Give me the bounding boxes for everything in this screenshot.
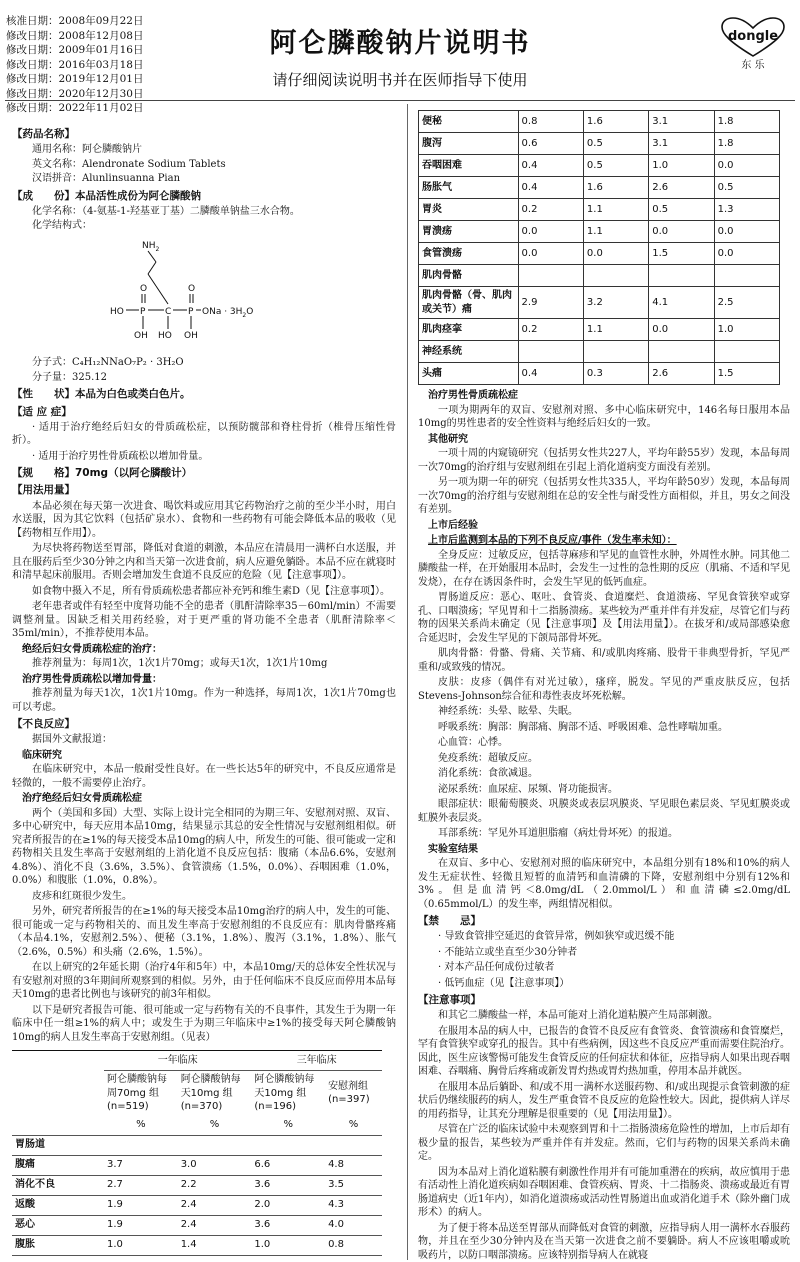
table-row <box>419 177 780 199</box>
structure-heading: 化学结构式： <box>32 220 92 232</box>
cell: 0.0 <box>649 319 714 341</box>
group-header: 一年临床 <box>104 1051 251 1071</box>
column-header: 阿仑膦酸钠每周70mg 组(n=519) <box>107 1074 167 1113</box>
table-row <box>419 133 780 155</box>
right-phosphorus: P <box>188 306 194 317</box>
cell: 0.6 <box>518 133 583 155</box>
row-label: 肌肉痉挛 <box>419 319 519 341</box>
cell <box>714 265 779 287</box>
table-row <box>12 1195 382 1215</box>
postmenopausal-dosing: 推荐剂量为：每周1次，1次1片70mg；或每天1次，1次1片10mg <box>32 658 328 670</box>
cell: 1.3 <box>714 199 779 221</box>
table-intro: 以下是研究者报告可能、很可能或一定与药物有关的不良事件，其发生于为期一年临床中任一组≥1%的病人中；或发生于为期三年临床中≥1%的接受每天阿仑膦酸钠10mg的病人且发生率高于安慰剂组。（见表） <box>12 1004 396 1043</box>
cell: 4.8 <box>325 1155 382 1175</box>
other-study-text: 另一项为期一年的研究（包括男女性共335人，平均年龄50岁）发现，本品每周一次70mg的治疗组与安慰剂组在总的安全性与耐受性方面相似，并且，男女之间没有差别。 <box>418 477 790 515</box>
unit-cell: % <box>325 1116 382 1136</box>
table-row <box>419 155 780 177</box>
generic-name: 通用名称：阿仑膦酸钠片 <box>32 144 142 156</box>
cell: 0.5 <box>583 155 648 177</box>
precaution-paragraph: 尽管在广泛的临床试验中未观察到胃和十二指肠溃疡危险性的增加，上市后却有极少量的报告，某些较为严重并伴有并发症。然而，它们与药物的因果关系尚未确定。 <box>418 1124 790 1163</box>
usage-heading: 【用法用量】 <box>12 484 75 497</box>
cell: 0.2 <box>518 199 583 221</box>
usage-paragraph: 为尽快将药物送至胃部，降低对食道的刺激，本品应在清晨用一满杯白水送服，并且在服药后至少30分钟之内和当天第一次进食前，病人应避免躺卧。本品不应在就寝时和清早起床前服用。否则会增加发生食道不良反应的危险（见【注意事项】）。 <box>12 543 396 582</box>
row-label: 吞咽困难 <box>419 155 519 177</box>
cell: 3.2 <box>583 287 648 319</box>
table-row <box>12 1215 382 1235</box>
table-row <box>419 111 780 133</box>
composition-heading: 【成 份】本品活性成份为阿仑膦酸钠 <box>12 189 201 202</box>
hydroxyl-group: HO <box>110 306 124 317</box>
table-row <box>12 1235 382 1255</box>
cell: 4.0 <box>325 1215 382 1235</box>
cell <box>714 341 779 363</box>
left-phosphorus: P <box>140 306 146 317</box>
cell: 1.0 <box>251 1235 325 1255</box>
cell: 1.9 <box>104 1215 178 1235</box>
cell: 2.4 <box>178 1215 252 1235</box>
precaution-paragraph: 在服用本品后躺卧、和/或不用一满杯水送服药物、和/或出现提示食管刺激的症状后仍继续服药的病人，发生严重食管不良反应的危险性较大。因此，提供病人详尽的用药指导，让其充分理解是很重要的（见【用法用量】）。 <box>418 1081 790 1120</box>
right-column <box>418 110 790 1261</box>
cell: 0.4 <box>518 363 583 385</box>
cell <box>649 265 714 287</box>
male-dosing: 推荐剂量为每天1次，1次1片10mg。作为一种选择，每周1次，1次1片70mg也可以考虑。 <box>12 688 396 713</box>
post-marketing-item: 呼吸系统：胸部：胸部痛、胸部不适、呼吸困难、急性哮喘加重。 <box>438 721 728 733</box>
chemical-structure <box>104 238 274 348</box>
post-marketing-item: 泌尿系统：血尿症、尿频、肾功能损害。 <box>438 783 618 795</box>
extension-text: 在以上研究的2年延长期（治疗4年和5年）中，本品10mg/天的总体安全性状况与有安慰剂对照的3年期间所观察到的相似。另外，由于任何临床不良反应而停用本品每天10mg的患者比例也与该研究的前3年相似。 <box>12 962 396 1001</box>
molecular-weight: 分子量：325.12 <box>32 371 107 383</box>
date-line: 核准日期：2008年09月22日 <box>6 15 144 27</box>
drug-name-heading: 【药品名称】 <box>12 128 75 140</box>
post-marketing-item: 肌肉骨骼：骨骼、骨痛、关节痛、和/或肌肉疼痛、股骨干非典型骨折，罕见严重和/或致残的情况。 <box>418 648 790 673</box>
cell: 1.8 <box>714 133 779 155</box>
cell: 0.0 <box>583 243 648 265</box>
indication-item: · 适用于治疗绝经后妇女的骨质疏松症，以预防髋部和脊柱骨折（椎骨压缩性骨折）。 <box>12 421 396 447</box>
post-marketing-item: 心血管：心悸。 <box>438 737 508 748</box>
postmenopausal-dosing-heading: 绝经后妇女骨质疏松症的治疗： <box>22 643 162 655</box>
row-label: 头痛 <box>419 363 519 385</box>
pinyin-name: 汉语拼音：Alunlinsuanna Pian <box>32 173 181 185</box>
lab-results-heading: 实验室结果 <box>428 843 478 855</box>
column-header: 阿仑膦酸钠每天10mg 组(n=370) <box>180 1074 241 1113</box>
document-subtitle: 请仔细阅读说明书并在医师指导下使用 <box>272 71 528 89</box>
cell: 1.1 <box>583 221 648 243</box>
other-studies-heading: 其他研究 <box>428 433 468 445</box>
post-marketing-subheading: 上市后监测到本品的下列不良反应/事件（发生率未知）： <box>428 535 677 546</box>
row-label: 胃溃疡 <box>419 221 519 243</box>
amine-group: $NH_2$ <box>142 240 160 253</box>
post-marketing-item: 免疫系统：超敏反应。 <box>438 752 538 764</box>
contraindication-item: · 对本产品任何成份过敏者 <box>438 962 555 974</box>
usage-paragraph: 如食物中摄入不足，所有骨质疏松患者都应补充钙和维生素D（见【注意事项】）。 <box>32 585 391 597</box>
cell: 3.7 <box>104 1155 178 1175</box>
column-divider <box>407 104 408 1260</box>
post-marketing-item: 皮肤：皮疹（偶伴有对光过敏），瘙痒，脱发。罕见的严重皮肤反应，包括Stevens-Johnson综合征和毒性表皮坏死松解。 <box>418 677 790 702</box>
cell: 0.8 <box>518 111 583 133</box>
table-section: 胃肠道 <box>12 1135 382 1155</box>
date-line: 修改日期：2016年03月18日 <box>6 58 144 71</box>
other-ae-text: 另外，研究者所报告的在≥1%的每天接受本品10mg治疗的病人中，发生的可能、很可能或一定与药物相关的、而且发生率高于安慰剂组的不良反应有：肌肉骨骼疼痛（本品4.1%，安慰剂2.5%）、便秘（3.1%，1.8%）、腹泻（3.1%，1.8%）、胀气（2.6%，0.5%）和头痛（2.6%，1.5%）。 <box>12 906 396 958</box>
table-row <box>419 287 780 319</box>
cell: 0.3 <box>583 363 648 385</box>
precautions-heading: 【注意事项】 <box>418 994 481 1007</box>
post-marketing-item: 神经系统：头晕、眩晕、失眠。 <box>438 706 578 717</box>
cell: 2.4 <box>178 1195 252 1215</box>
document-title: 阿仑膦酸钠片说明书 <box>269 28 531 59</box>
adverse-events-table-continued <box>418 110 780 385</box>
english-name: 英文名称：Alendronate Sodium Tablets <box>32 158 226 170</box>
usage-paragraph: 老年患者或伴有轻至中度肾功能不全的患者（肌酐清除率35－60ml/min）不需要调整剂量。因缺乏相关用药经验，对于更严重的肾功能不全患者（肌酐清除率＜35ml/min），不推荐使用本品。 <box>12 601 396 640</box>
cell: 0.4 <box>518 177 583 199</box>
row-label: 肌肉骨骼 <box>419 265 519 287</box>
specification: 【规 格】70mg（以阿仑膦酸计） <box>12 467 193 480</box>
precaution-paragraph: 在服用本品的病人中，已报告的食管不良反应有食管炎、食管溃疡和食管糜烂，罕有食管狭窄或穿孔的报告。其中有些病例，因这些不良反应严重而需要住院治疗。因此，医生应该警惕可能发生食管反应的任何症状和体征，应指导病人如果出现吞咽困难、吞咽痛、胸骨后疼痛或新发胃灼热或胃灼热加重，停用本品并就医。 <box>418 1025 790 1078</box>
cell: 0.0 <box>714 155 779 177</box>
cell: 0.5 <box>583 133 648 155</box>
cell: 1.8 <box>714 111 779 133</box>
date-line: 修改日期：2008年12月08日 <box>6 29 144 42</box>
clinical-studies-text: 在临床研究中，本品一般耐受性良好。在一些长达5年的研究中，不良反应通常是轻微的，一般不需要停止治疗。 <box>12 764 396 789</box>
row-label: 肌肉骨骼（骨、肌肉或关节）痛 <box>419 287 519 319</box>
cell: 0.0 <box>518 243 583 265</box>
appearance: 【性 状】本品为白色或类白色片。 <box>12 388 191 401</box>
row-label: 腹胀 <box>12 1235 104 1255</box>
adverse-events-table <box>12 1050 382 1256</box>
cell <box>583 265 648 287</box>
row-label: 腹痛 <box>12 1155 104 1175</box>
cell: 1.1 <box>583 199 648 221</box>
post-marketing-item: 胃肠道反应：恶心、呕吐、食管炎、食道糜烂、食道溃疡、罕见食管狭窄或穿孔、口咽溃疡；罕见胃和十二指肠溃疡。某些较为严重并伴有并发症，尽管它们与药物的因果关系尚未确定（见【注意事项】及【用法用量】）。在拔牙和/或局部感染愈合延迟时，会发生罕见的下颌局部骨坏死。 <box>418 592 790 644</box>
cell <box>649 341 714 363</box>
cell: 0.0 <box>649 221 714 243</box>
cell: 0.5 <box>649 199 714 221</box>
table-row <box>12 1175 382 1195</box>
logo-wordmark: dongle <box>727 29 779 44</box>
cell: 1.0 <box>649 155 714 177</box>
lab-results-text: 在双盲、多中心、安慰剂对照的临床研究中，本品组分别有18%和10%的病人发生无症状性、轻微且短暂的血清钙和血清磷的下降，安慰剂组中分别有12%和3%。但是血清钙＜8.0mg/dL（2.0mmol/L）和血清磷≤2.0mg/dL（0.65mmol/L）的发生率，两组情况相似。 <box>418 858 790 910</box>
cell <box>518 265 583 287</box>
column-header: 安慰剂组(n=397) <box>328 1080 370 1106</box>
table-row <box>419 221 780 243</box>
group-header: 三年临床 <box>251 1051 382 1071</box>
adverse-reactions-heading: 【不良反应】 <box>12 718 75 731</box>
precaution-paragraph: 为了便于将本品送至胃部从而降低对食管的刺激，应指导病人用一满杯水吞服药物，并且在至少30分钟内及在当天第一次进食之前不要躺卧。病人不应该咀嚼或吮吸药片，以防口咽部溃疡。应该特别指导病人在就寝 <box>418 1222 790 1261</box>
cell: 2.6 <box>649 363 714 385</box>
cell <box>583 341 648 363</box>
cell: 0.8 <box>325 1235 382 1255</box>
literature-note: 据国外文献报道： <box>32 734 112 746</box>
post-marketing-item: 耳部系统：罕见外耳道胆脂瘤（病灶骨坏死）的报道。 <box>438 828 678 839</box>
table-row <box>419 243 780 265</box>
table-row <box>419 199 780 221</box>
post-marketing-heading: 上市后经验 <box>428 519 478 531</box>
sodium-salt-group: ONa · $3H_2O$ <box>202 306 254 319</box>
oxo-group: O <box>140 283 148 294</box>
column-header: 阿仑膦酸钠每天10mg 组(n=196) <box>254 1074 315 1113</box>
cell: 2.5 <box>714 287 779 319</box>
postmenopausal-ae-text: 两个（美国和多国）大型、实际上设计完全相同的为期三年、安慰剂对照、双盲、多中心研究中，每天应用本品10mg，结果显示其总的安全性情况与安慰剂组相似。研究者所报告的在≥1%的每天接受本品10mg的病人中，所发生的可能、很可能或一定和药物相关且发生率高于安慰剂组的上消化道不良反应包括：腹痛（本品6.6%，安慰剂4.8%）、消化不良（3.6%，3.5%）、食管溃疡（1.5%，0.0%）、吞咽困难（1.0%，0.0%）和腹胀（1.0%，0.8%）。 <box>12 807 396 887</box>
cell: 2.2 <box>178 1175 252 1195</box>
contraindication-item: · 导致食管排空延迟的食管异常，例如狭窄或迟缓不能 <box>438 931 675 943</box>
date-line: 修改日期：2019年12月01日 <box>6 73 144 85</box>
cell: 1.4 <box>178 1235 252 1255</box>
row-label: 便秘 <box>419 111 519 133</box>
rash-note: 皮疹和红斑很少发生。 <box>32 890 132 902</box>
hydroxyl-group: OH <box>134 330 148 341</box>
precaution-paragraph: 和其它二膦酸盐一样，本品可能对上消化道粘膜产生局部刺激。 <box>438 1010 718 1022</box>
logo-heart-icon <box>720 18 786 58</box>
indication-item: · 适用于治疗男性骨质疏松以增加骨量。 <box>32 450 209 462</box>
usage-paragraph: 本品必须在每天第一次进食、喝饮料或应用其它药物治疗之前的至少半小时，用白水送服，因为其它饮料（包括矿泉水）、食物和一些药物有可能会降低本品的吸收（见【药物相互作用】）。 <box>12 500 396 539</box>
cell: 0.5 <box>714 177 779 199</box>
hydroxyl-group: HO <box>158 330 172 341</box>
cell: 1.5 <box>714 363 779 385</box>
row-label: 腹泻 <box>419 133 519 155</box>
cell: 1.0 <box>714 319 779 341</box>
male-ae-heading: 治疗男性骨质疏松症 <box>428 390 518 401</box>
row-label: 食管溃疡 <box>419 243 519 265</box>
central-carbon: C <box>165 306 172 317</box>
cell: 1.0 <box>104 1235 178 1255</box>
unit-cell: % <box>104 1116 178 1136</box>
post-marketing-item: 眼部症状：眼葡萄膜炎、巩膜炎或表层巩膜炎、罕见眼色素层炎、罕见虹膜炎或虹膜外表层炎。 <box>418 799 790 824</box>
cell: 0.0 <box>714 243 779 265</box>
cell: 2.7 <box>104 1175 178 1195</box>
cell: 3.0 <box>178 1155 252 1175</box>
table-row <box>419 319 780 341</box>
cell: 4.3 <box>325 1195 382 1215</box>
cell: 1.6 <box>583 111 648 133</box>
cell: 6.6 <box>251 1155 325 1175</box>
hydroxyl-group: OH <box>184 330 198 341</box>
other-study-text: 一项十周的内窥镜研究（包括男女性共227人，平均年龄55岁）发现，本品每周一次70mg的治疗组与安慰剂组在引起上消化道病变方面没有差别。 <box>418 448 790 473</box>
chemical-name: 化学名称：（4-氨基-1-羟基亚丁基）二膦酸单钠盐三水合物。 <box>32 205 300 217</box>
cell: 1.5 <box>649 243 714 265</box>
cell: 2.9 <box>518 287 583 319</box>
header-rule <box>5 100 795 101</box>
unit-cell: % <box>251 1116 325 1136</box>
precaution-paragraph: 因为本品对上消化道粘膜有刺激性作用并有可能加重潜在的疾病，故应慎用于患有活动性上消化道疾病如吞咽困难、食管疾病、胃炎、十二指肠炎、溃疡或最近有胃肠道病史（近1年内），如消化道溃疡或活动性胃肠道出血或消化道手术（除外幽门成形术）的病人。 <box>418 1166 790 1219</box>
table-row <box>419 363 780 385</box>
postmenopausal-ae-heading: 治疗绝经后妇女骨质疏松症 <box>22 793 142 805</box>
cell: 0.0 <box>714 221 779 243</box>
cell: 3.6 <box>251 1175 325 1195</box>
cell: 1.1 <box>583 319 648 341</box>
cell: 1.9 <box>104 1195 178 1215</box>
indications-heading: 【适 应 症】 <box>12 405 72 418</box>
logo-chinese: 东 乐 <box>741 60 765 71</box>
table-row <box>12 1155 382 1175</box>
table-row <box>419 265 780 287</box>
row-label: 胃炎 <box>419 199 519 221</box>
male-ae-text: 一项为期两年的双盲、安慰剂对照、多中心临床研究中，146名每日服用本品10mg的男性患者的安全性资料与绝经后妇女的一致。 <box>418 404 790 429</box>
cell: 3.1 <box>649 111 714 133</box>
cell: 0.2 <box>518 319 583 341</box>
cell: 4.1 <box>649 287 714 319</box>
contraindications-heading: 【禁 忌】 <box>418 915 481 927</box>
date-line: 修改日期：2022年11月02日 <box>6 102 144 114</box>
contraindication-item: · 不能站立或坐直至少30分钟者 <box>438 946 578 958</box>
unit-cell: % <box>178 1116 252 1136</box>
oxo-group: O <box>188 283 196 294</box>
cell: 2.6 <box>649 177 714 199</box>
post-marketing-item: 消化系统：食欲减退。 <box>438 768 538 779</box>
cell: 3.6 <box>251 1215 325 1235</box>
clinical-studies-heading: 临床研究 <box>22 749 62 761</box>
cell: 1.6 <box>583 177 648 199</box>
brand-logo <box>718 18 788 76</box>
cell: 0.0 <box>518 221 583 243</box>
row-label: 返酸 <box>12 1195 104 1215</box>
post-marketing-item: 全身反应：过敏反应，包括荨麻疹和罕见的血管性水肿，外周性水肿。同其他二膦酸盐一样，在开始服用本品时，会发生一过性的急性期的反应（肌痛、不适和罕见发烧），在存在诱因条件时，会发生罕见的低钙血症。 <box>418 549 790 588</box>
row-label: 消化不良 <box>12 1175 104 1195</box>
cell: 2.0 <box>251 1195 325 1215</box>
cell <box>518 341 583 363</box>
cell: 3.5 <box>325 1175 382 1195</box>
molecular-formula: 分子式：C₄H₁₂NNaO₇P₂ · 3H₂O <box>32 357 184 369</box>
contraindication-item: · 低钙血症（见【注意事项】） <box>438 977 570 989</box>
row-label: 肠胀气 <box>419 177 519 199</box>
row-label: 神经系统 <box>419 341 519 363</box>
cell: 3.1 <box>649 133 714 155</box>
male-dosing-heading: 治疗男性骨质疏松以增加骨量： <box>22 673 162 685</box>
row-label: 恶心 <box>12 1215 104 1235</box>
date-line: 修改日期：2020年12月30日 <box>6 87 144 100</box>
cell: 0.4 <box>518 155 583 177</box>
left-column <box>12 124 396 1254</box>
table-row <box>419 341 780 363</box>
date-line: 修改日期：2009年01月16日 <box>6 44 144 56</box>
